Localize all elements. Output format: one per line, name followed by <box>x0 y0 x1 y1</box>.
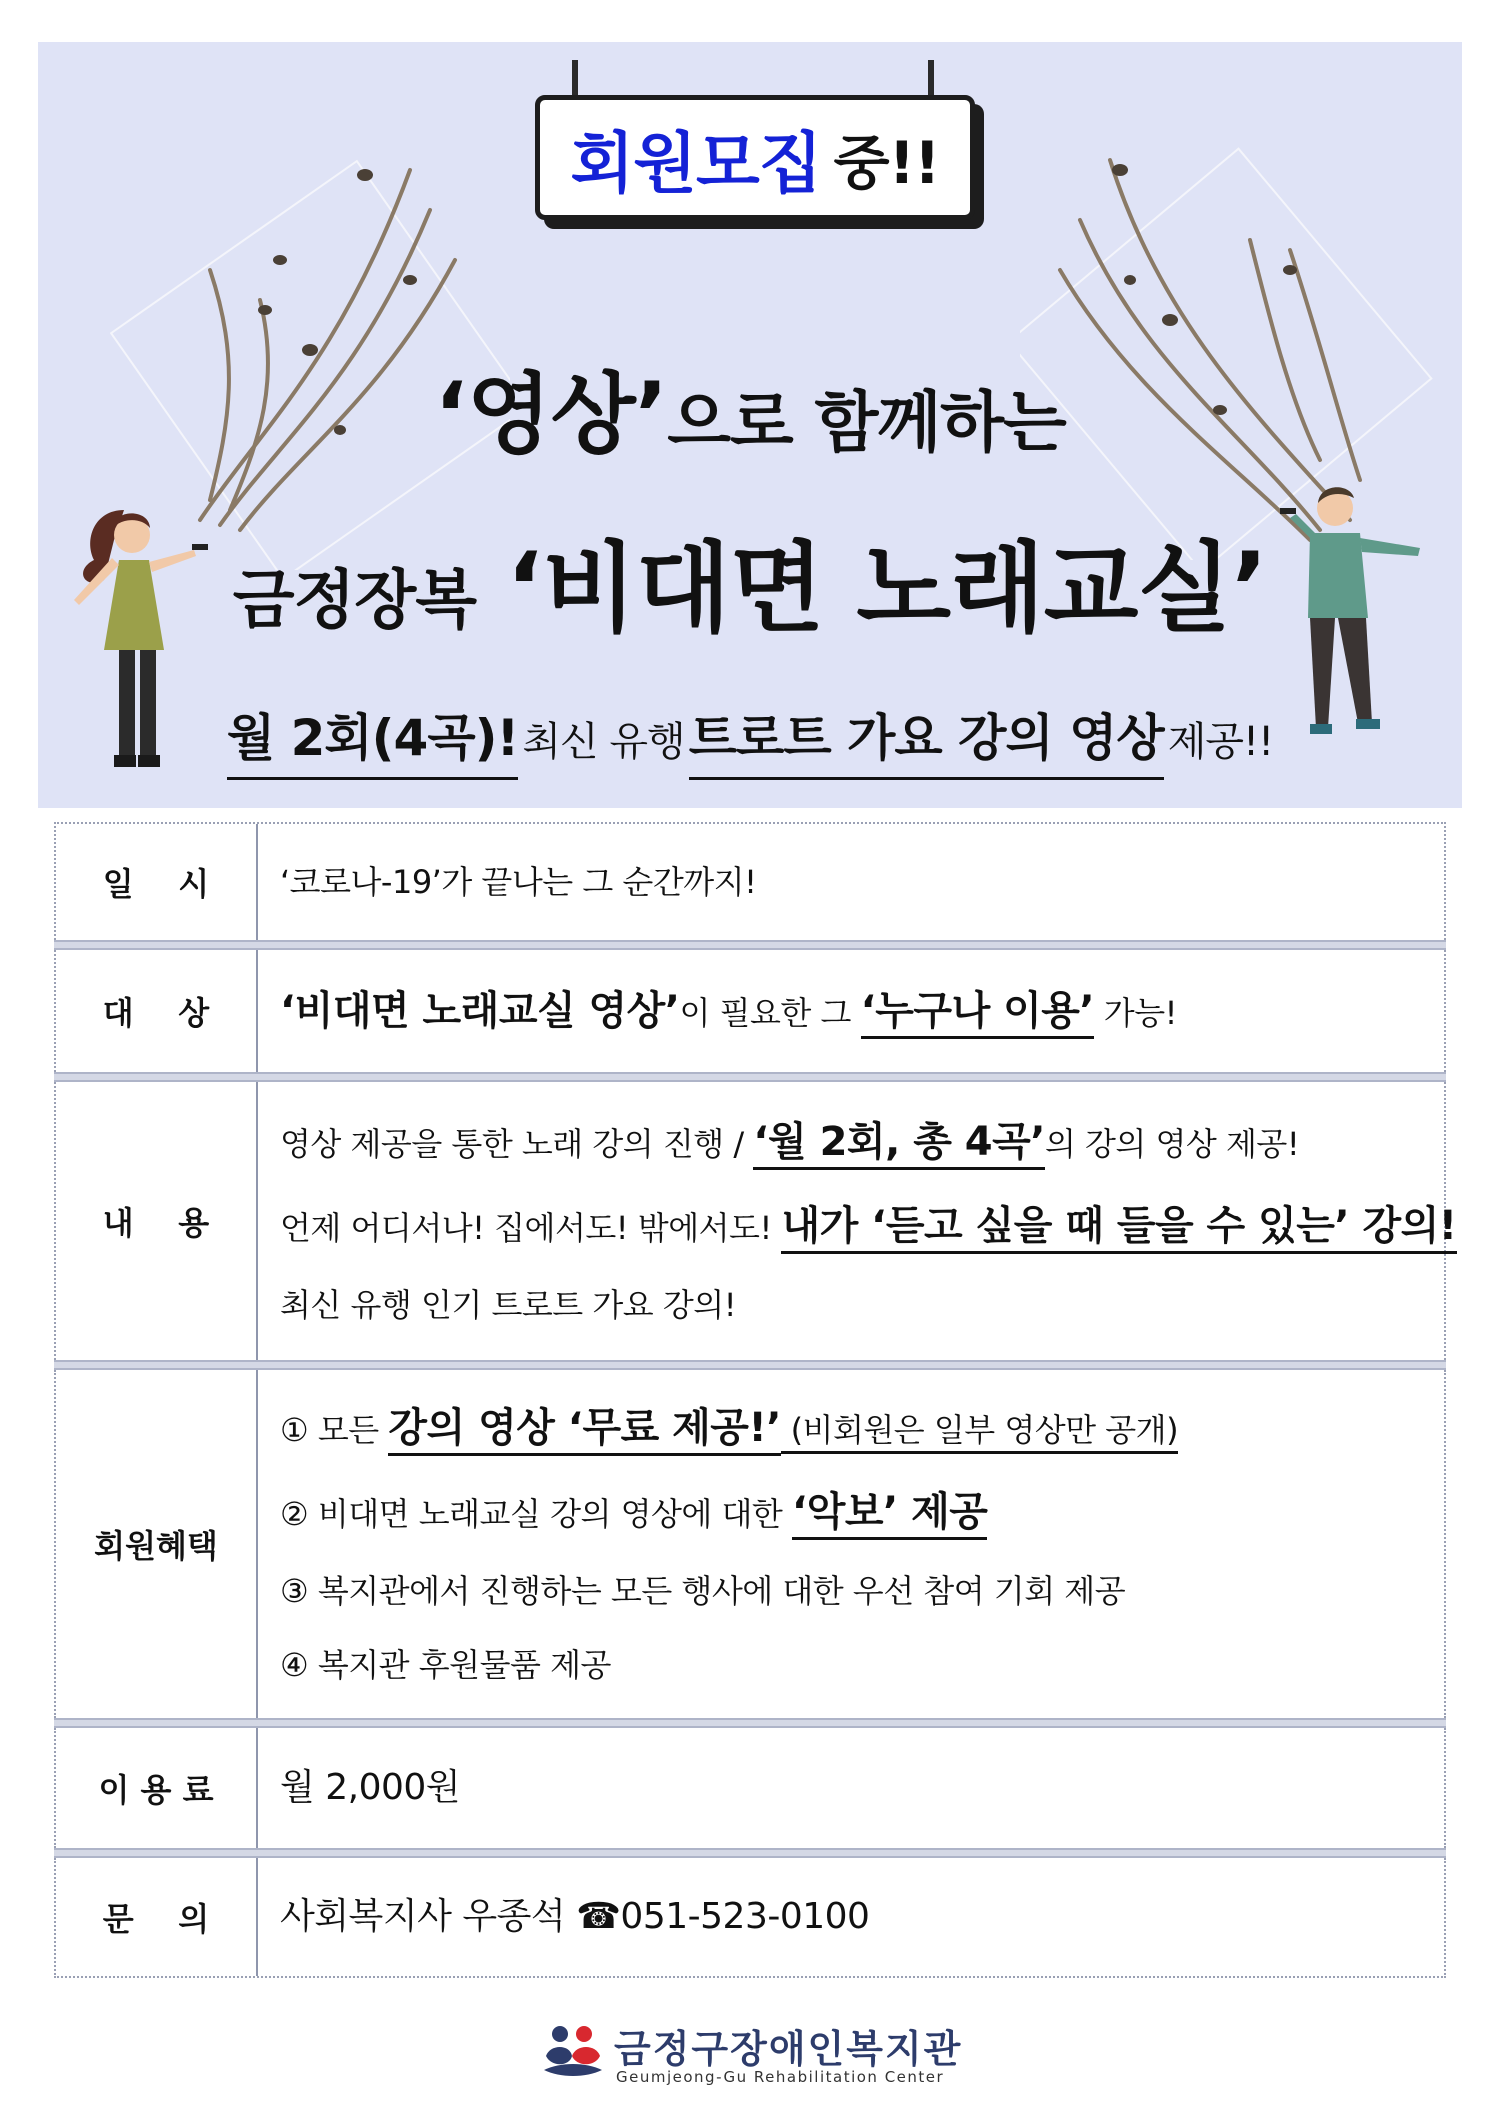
label-contact: 문 의 <box>56 1858 258 1976</box>
banner-title-line2 <box>0 510 1500 651</box>
target-video-text: ‘비대면 노래교실 영상’ <box>280 988 680 1034</box>
row-content <box>54 1082 1457 1360</box>
benefit1-note: (비회원은 일부 영상만 공개) <box>781 1411 1178 1454</box>
value-contact: 사회복지사 우종석 ☎051-523-0100 <box>280 1896 870 1938</box>
target-needed-text: 이 필요한 그 <box>679 994 861 1032</box>
label-content: 내 용 <box>56 1082 258 1360</box>
row-divider <box>54 1072 1446 1082</box>
sign-blue-text: 회원모집 <box>570 125 822 202</box>
content-line1-text: 영상 제공을 통한 노래 강의 진행 / <box>280 1124 754 1163</box>
recruitment-sign <box>535 95 975 220</box>
title-class-text: ‘비대면 노래교실’ <box>506 532 1268 646</box>
row-contact <box>54 1858 1446 1978</box>
content-schedule-text: ‘월 2회, 총 4곡’ <box>753 1119 1045 1170</box>
label-fee: 이 용 료 <box>56 1728 258 1848</box>
tagline-frequency: 월 2회(4곡)! <box>227 709 518 780</box>
org-logo-subtitle: Geumjeong-Gu Rehabilitation Center <box>616 2068 945 2086</box>
benefit1-prefix: ① 모든 <box>280 1410 389 1449</box>
label-benefits: 회원혜택 <box>56 1370 258 1718</box>
content-ondemand-text: 내가 ‘듣고 싶을 때 들을 수 있는’ 강의! <box>781 1203 1456 1254</box>
banner-title-line1 <box>0 345 1500 471</box>
org-logo-name: 금정구장애인복지관 <box>614 2027 963 2071</box>
benefit1-free-text: 강의 영상 ‘무료 제공!’ <box>388 1405 781 1456</box>
row-fee <box>54 1728 1446 1848</box>
banner-tagline <box>0 698 1500 770</box>
title-video-text: ‘영상’ <box>434 363 668 466</box>
target-anyone-text: ‘누구나 이용’ <box>861 988 1095 1039</box>
row-date <box>54 822 1446 940</box>
sign-black-text: 중!! <box>833 128 940 197</box>
info-table <box>54 822 1457 1978</box>
benefit3-text: ③ 복지관에서 진행하는 모든 행사에 대한 우선 참여 기회 제공 <box>280 1571 1126 1610</box>
tagline-trot-video: 트로트 가요 강의 영상 <box>689 709 1164 780</box>
org-logo <box>540 2018 1000 2090</box>
label-date: 일 시 <box>56 824 258 940</box>
row-target <box>54 950 1446 1072</box>
benefit2-score-text: ‘악보’ 제공 <box>792 1489 987 1540</box>
value-date: ‘코로나-19’가 끝나는 그 순간까지! <box>280 862 757 901</box>
row-benefits <box>54 1370 1446 1718</box>
content-anywhere-text: 언제 어디서나! 집에서도! 밖에서도! <box>280 1208 782 1247</box>
tagline-provided: 제공!! <box>1167 719 1274 765</box>
benefit2-prefix: ② 비대면 노래교실 강의 영상에 대한 <box>280 1494 792 1533</box>
org-logo-icon <box>540 2022 606 2082</box>
row-divider <box>54 1848 1446 1858</box>
title-org-text: 금정장복 <box>232 564 477 638</box>
target-possible-text: 가능! <box>1094 994 1177 1032</box>
row-divider <box>54 1718 1446 1728</box>
benefit4-text: ④ 복지관 후원물품 제공 <box>280 1646 611 1684</box>
row-divider <box>54 940 1446 950</box>
title-together-text: 으로 함께하는 <box>667 384 1066 461</box>
content-provide-text: 의 강의 영상 제공! <box>1044 1124 1300 1163</box>
value-fee: 월 2,000원 <box>280 1767 461 1809</box>
label-target: 대 상 <box>56 950 258 1072</box>
row-divider <box>54 1360 1446 1370</box>
content-line3-text: 최신 유행 인기 트로트 가요 강의! <box>280 1285 737 1324</box>
tagline-latest: 최신 유행 <box>522 719 685 765</box>
